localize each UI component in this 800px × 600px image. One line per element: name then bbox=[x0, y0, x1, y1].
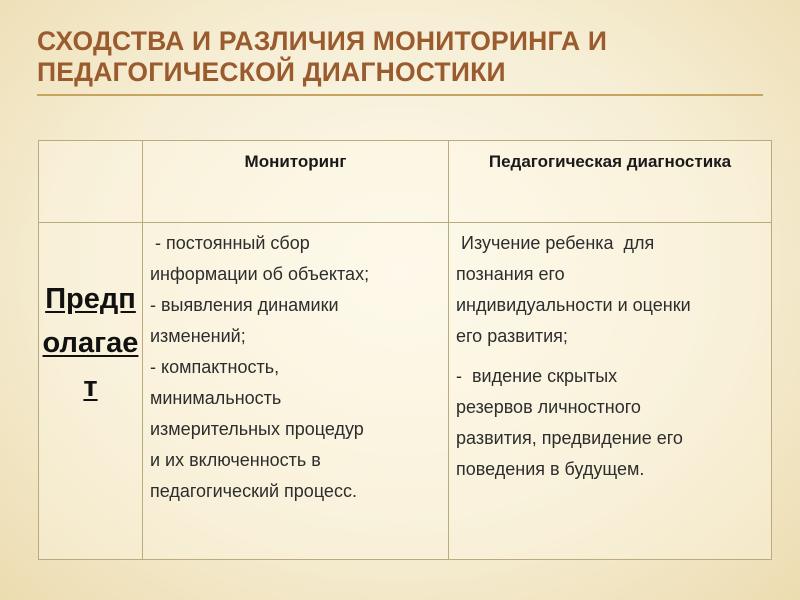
row-label: Предполагает bbox=[42, 283, 139, 403]
monitoring-line: измерительных процедур bbox=[150, 419, 364, 439]
diagnostics-line: Изучение ребенка для bbox=[456, 233, 655, 253]
diagnostics-line: поведения в будущем. bbox=[456, 459, 645, 479]
diagnostics-line: познания его bbox=[456, 264, 565, 284]
monitoring-line: - постоянный сбор bbox=[150, 233, 310, 253]
comparison-table bbox=[38, 140, 772, 560]
header-monitoring: Мониторинг bbox=[143, 141, 449, 223]
monitoring-cell bbox=[143, 223, 449, 560]
diagnostics-line: индивидуальности и оценки bbox=[456, 295, 691, 315]
monitoring-line: изменений; bbox=[150, 326, 246, 346]
table-header-row bbox=[39, 141, 772, 223]
header-diagnostics: Педагогическая диагностика bbox=[449, 141, 772, 223]
diagnostics-line: резервов личностного bbox=[456, 397, 641, 417]
monitoring-line: информации об объектах; bbox=[150, 264, 370, 284]
diagnostics-line: - видение скрытых bbox=[456, 366, 618, 386]
diagnostics-cell bbox=[449, 223, 772, 560]
table-row bbox=[39, 223, 772, 560]
title-divider bbox=[37, 94, 763, 96]
monitoring-line: - выявления динамики bbox=[150, 295, 339, 315]
header-cell-empty bbox=[39, 141, 143, 223]
monitoring-line: и их включенность в bbox=[150, 450, 321, 470]
monitoring-line: - компактность, bbox=[150, 357, 280, 377]
slide-title: СХОДСТВА И РАЗЛИЧИЯ МОНИТОРИНГА И ПЕДАГОГИЧЕСКОЙ ДИАГНОСТИКИ bbox=[37, 26, 608, 87]
row-label-cell bbox=[39, 223, 143, 560]
monitoring-line: минимальность bbox=[150, 388, 282, 408]
monitoring-line: педагогический процесс. bbox=[150, 481, 357, 501]
diagnostics-line: развития, предвидение его bbox=[456, 428, 683, 448]
diagnostics-line: его развития; bbox=[456, 326, 568, 346]
paragraph-spacer bbox=[456, 352, 767, 361]
